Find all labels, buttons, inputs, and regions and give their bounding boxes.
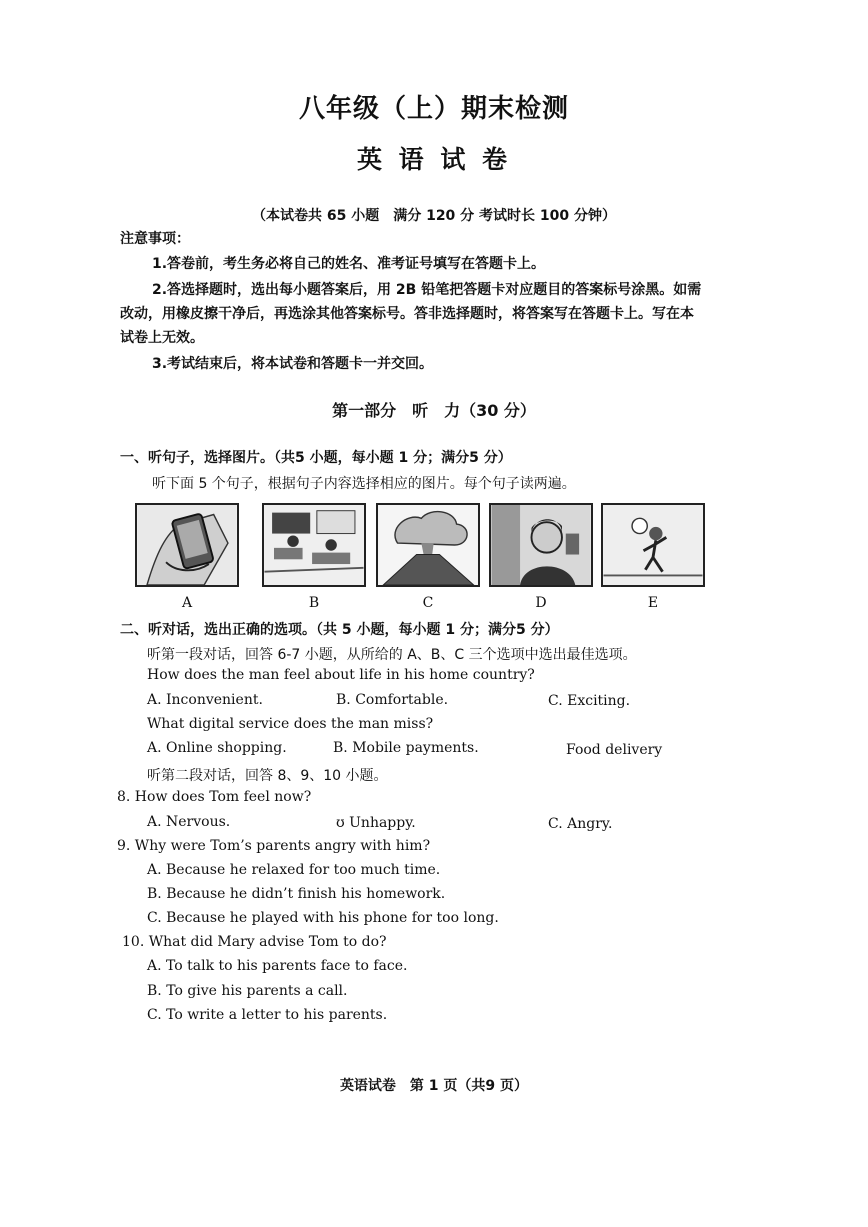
question-7-option-c: Food delivery: [566, 742, 663, 758]
question-9-option-c: C. Because he played with his phone for too long.: [147, 910, 499, 926]
question-10-option-c: C. To write a letter to his parents.: [147, 1007, 388, 1023]
question-8-option-b: ʊ Unhappy.: [336, 815, 416, 831]
picture-label-d: D: [535, 595, 547, 611]
picture-label-b: B: [308, 595, 320, 611]
part-one-heading: 第一部分 听 力（30 分）: [332, 401, 536, 420]
section-one-heading: 一、听句子，选择图片。（共5 小题，每小题 1 分；满分5 分）: [120, 450, 512, 466]
notice-item-2-line-3: 试卷上无效。: [120, 330, 204, 346]
question-7-text: What digital service does the man miss?: [147, 716, 434, 732]
volcano-picture: [376, 503, 480, 587]
notice-item-3: 3.考试结束后，将本试卷和答题卡一并交回。: [152, 356, 434, 372]
notice-item-2-line-1: 2.答选择题时，选出每小题答案后，用 2B 铅笔把答题卡对应题目的答案标号涂黑。如需: [152, 282, 702, 298]
question-8-option-a: A. Nervous.: [147, 814, 231, 830]
classroom-picture: [262, 503, 366, 587]
question-8-text: 8. How does Tom feel now?: [117, 789, 312, 805]
page-footer: 英语试卷 第 1 页（共9 页）: [339, 1078, 529, 1094]
notice-item-1: 1.答卷前，考生务必将自己的姓名、准考证号填写在答题卡上。: [152, 256, 546, 272]
exam-info: （本试卷共 65 小题 满分 120 分 考试时长 100 分钟）: [251, 208, 617, 224]
question-6-option-c: C. Exciting.: [548, 693, 631, 709]
question-10-option-b: B. To give his parents a call.: [147, 983, 348, 999]
section-two-intro-2: 听第二段对话，回答 8、9、10 小题。: [147, 768, 388, 784]
phone-hand-picture: [135, 503, 239, 587]
notice-heading: 注意事项：: [120, 231, 190, 247]
person-portrait-picture: [489, 503, 593, 587]
question-10-text: 10. What did Mary advise Tom to do?: [122, 934, 387, 950]
notice-item-2-line-2: 改动，用橡皮擦干净后，再选涂其他答案标号。答非选择题时，将答案写在答题卡上。写在本: [120, 306, 694, 322]
question-9-option-b: B. Because he didn’t finish his homework.: [147, 886, 446, 902]
question-6-text: How does the man feel about life in his home country?: [147, 667, 535, 683]
question-8-option-c: C. Angry.: [548, 816, 613, 832]
exam-title: 八年级（上）期末检测: [298, 94, 569, 124]
sports-picture: [601, 503, 705, 587]
question-9-option-a: A. Because he relaxed for too much time.: [147, 862, 441, 878]
exam-subtitle: 英 语 试 卷: [356, 145, 512, 174]
picture-label-e: E: [647, 595, 659, 611]
question-7-option-b: B. Mobile payments.: [333, 740, 479, 756]
question-6-option-b: B. Comfortable.: [336, 692, 449, 708]
question-10-option-a: A. To talk to his parents face to face.: [147, 958, 408, 974]
question-7-option-a: A. Online shopping.: [147, 740, 287, 756]
picture-label-c: C: [422, 595, 434, 611]
section-one-instruction: 听下面 5 个句子，根据句子内容选择相应的图片。每个句子读两遍。: [152, 476, 576, 492]
section-two-heading: 二、听对话，选出正确的选项。（共 5 小题，每小题 1 分；满分5 分）: [120, 622, 559, 638]
section-two-intro-1: 听第一段对话，回答 6-7 小题，从所给的 A、B、C 三个选项中选出最佳选项。: [147, 647, 637, 663]
question-9-text: 9. Why were Tom’s parents angry with him?: [117, 838, 431, 854]
picture-label-a: A: [181, 595, 193, 611]
question-6-option-a: A. Inconvenient.: [147, 692, 263, 708]
